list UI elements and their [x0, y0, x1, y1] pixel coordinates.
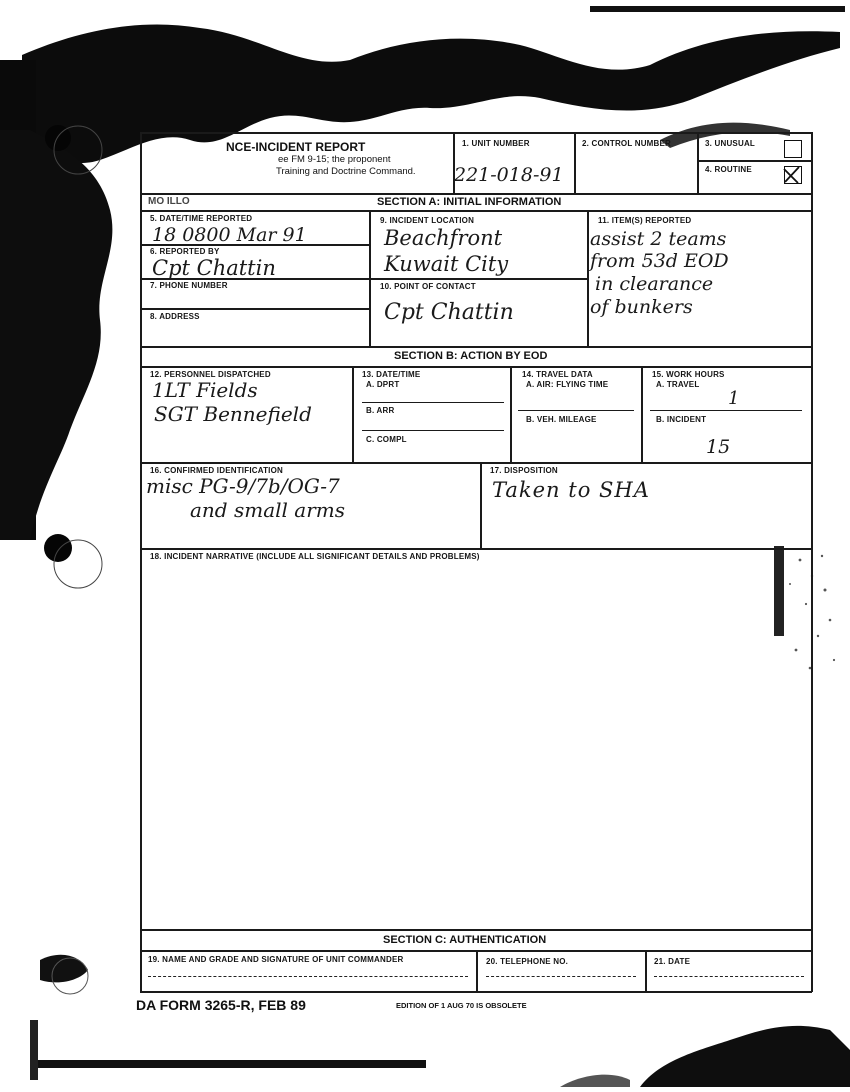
row-9-bottom: [369, 278, 587, 280]
confirmed-identification-line1: misc PG-9/7b/OG-7: [146, 474, 340, 498]
header-divider-routine: [697, 160, 812, 162]
scan-bottom-blotch: [560, 1010, 850, 1087]
items-reported-line1: assist 2 teams: [590, 228, 727, 250]
scan-bottom-rule: [36, 1060, 426, 1068]
reported-by-value: Cpt Chattin: [152, 256, 276, 280]
point-of-contact-value: Cpt Chattin: [384, 300, 514, 325]
section-b-divider-2: [510, 366, 512, 462]
section-a-bottom: [140, 346, 812, 348]
section-b-lower-divider: [480, 462, 482, 548]
dprt-label: A. DPRT: [366, 380, 400, 389]
disposition-value: Taken to SHA: [492, 478, 650, 502]
confirmed-identification-label: 16. CONFIRMED IDENTIFICATION: [150, 466, 284, 475]
scan-left-blotch: [0, 130, 150, 550]
punch-hole-lower: [40, 950, 110, 1000]
air-line: [518, 410, 634, 411]
form-proponent-line1: ee FM 9-15; the proponent: [278, 154, 391, 165]
phone-number-label: 7. PHONE NUMBER: [150, 281, 228, 290]
telephone-label: 20. TELEPHONE NO.: [486, 957, 569, 966]
form-border-right: [811, 132, 813, 992]
incident-hours-label: B. INCIDENT: [656, 415, 707, 424]
section-b-divider-1: [352, 366, 354, 462]
date-time-label: 13. DATE/TIME: [362, 370, 421, 379]
section-b-row-bottom: [140, 462, 812, 464]
punch-hole-top: [44, 120, 104, 176]
incident-location-line2: Kuwait City: [384, 252, 509, 276]
routine-checkbox[interactable]: [784, 166, 802, 184]
scan-bottom-left-edge: [30, 1020, 38, 1080]
section-a-divider-2: [587, 210, 589, 346]
section-b-lower-bottom: [140, 548, 812, 550]
incident-narrative-label: 18. INCIDENT NARRATIVE (INCLUDE ALL SIGNIFICANT DETAILS AND PROBLEMS): [150, 552, 480, 561]
arr-line: [362, 430, 504, 431]
date-label: 21. DATE: [654, 957, 691, 966]
reported-by-label: 6. REPORTED BY: [150, 247, 220, 256]
form-border-top: [140, 132, 812, 134]
dprt-line: [362, 402, 504, 403]
checkmark-icon: [782, 165, 802, 185]
personnel-dispatched-label: 12. PERSONNEL DISPATCHED: [150, 370, 271, 379]
personnel-dispatched-line1: 1LT Fields: [152, 378, 258, 402]
section-a-heading: SECTION A: INITIAL INFORMATION: [377, 196, 562, 208]
edition-footer: EDITION OF 1 AUG 70 IS OBSOLETE: [396, 1001, 527, 1010]
travel-line: [650, 410, 802, 411]
commander-signature-line: [148, 976, 468, 977]
section-c-divider-2: [645, 950, 647, 992]
address-label: 8. ADDRESS: [150, 312, 200, 321]
air-flying-time-label: A. AIR: FLYING TIME: [526, 380, 609, 389]
header-bottom: [140, 193, 812, 195]
routine-label: 4. ROUTINE: [705, 165, 752, 174]
date-time-reported-label: 5. DATE/TIME REPORTED: [150, 214, 253, 223]
section-c-heading-top: [140, 929, 812, 931]
header-divider-2: [574, 132, 576, 193]
disposition-label: 17. DISPOSITION: [490, 466, 558, 475]
personnel-dispatched-line2: SGT Bennefield: [154, 402, 312, 426]
commander-signature-label: 19. NAME AND GRADE AND SIGNATURE OF UNIT COMMANDER: [148, 955, 404, 964]
travel-label: A. TRAVEL: [656, 380, 700, 389]
items-reported-label: 11. ITEM(S) REPORTED: [598, 216, 692, 225]
incident-location-line1: Beachfront: [384, 226, 503, 250]
header-divider-3: [697, 132, 699, 193]
travel-hours-value: 1: [728, 388, 740, 409]
section-b-divider-3: [641, 366, 643, 462]
unusual-label: 3. UNUSUAL: [705, 139, 756, 148]
veh-mileage-label: B. VEH. MILEAGE: [526, 415, 597, 424]
date-line: [654, 976, 804, 977]
punch-hole-bottom: [40, 532, 110, 592]
travel-data-label: 14. TRAVEL DATA: [522, 370, 593, 379]
incident-report-form: [140, 132, 812, 992]
compl-label: C. COMPL: [366, 435, 407, 444]
section-b-heading-bottom: [140, 366, 812, 368]
incident-narrative-area[interactable]: [142, 564, 810, 928]
form-id-footer: DA FORM 3265-R, FEB 89: [136, 997, 306, 1013]
form-proponent-line2: Training and Doctrine Command.: [276, 166, 416, 177]
section-c-heading: SECTION C: AUTHENTICATION: [383, 934, 547, 946]
confirmed-identification-line2: and small arms: [190, 498, 345, 522]
date-time-reported-value: 18 0800 Mar 91: [152, 224, 307, 246]
incident-location-label: 9. INCIDENT LOCATION: [380, 216, 475, 225]
section-b-heading: SECTION B: ACTION BY EOD: [394, 350, 548, 362]
items-reported-line4: of bunkers: [590, 296, 693, 318]
unusual-checkbox[interactable]: [784, 140, 802, 158]
row-7-bottom: [140, 308, 369, 310]
section-c-divider-1: [476, 950, 478, 992]
work-hours-label: 15. WORK HOURS: [652, 370, 725, 379]
unit-number-value: 221-018-91: [454, 164, 564, 186]
telephone-line: [486, 976, 636, 977]
items-reported-line3: in clearance: [595, 273, 714, 295]
incident-hours-value: 15: [706, 436, 731, 458]
section-a-left-fragment: MO ILLO: [148, 196, 190, 207]
section-a-heading-bottom: [140, 210, 812, 212]
items-reported-line2: from 53d EOD: [590, 250, 729, 272]
point-of-contact-label: 10. POINT OF CONTACT: [380, 282, 476, 291]
form-title: NCE-INCIDENT REPORT: [226, 140, 366, 154]
unit-number-label: 1. UNIT NUMBER: [462, 139, 530, 148]
control-number-label: 2. CONTROL NUMBER: [582, 139, 672, 148]
arr-label: B. ARR: [366, 406, 395, 415]
